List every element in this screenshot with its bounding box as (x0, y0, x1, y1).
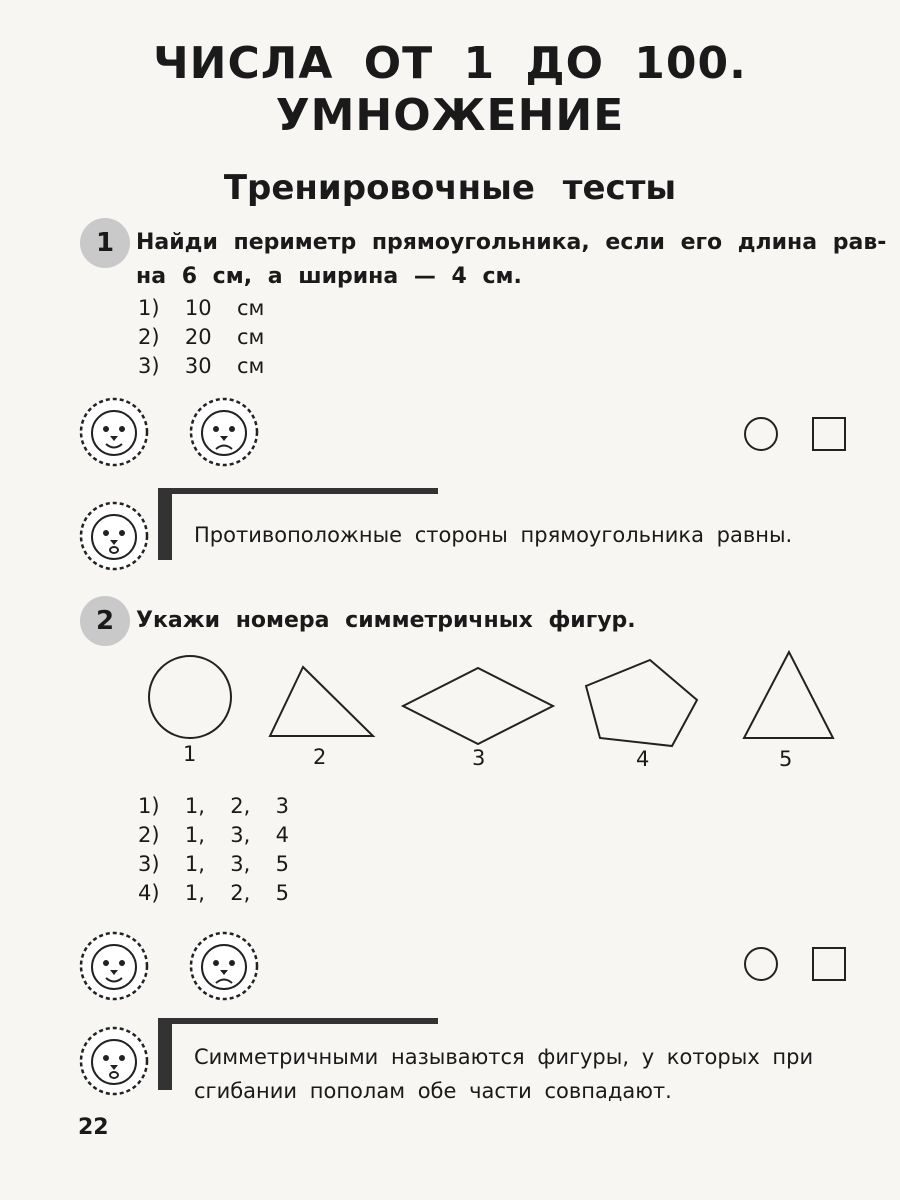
task-2-option-4[interactable]: 4) 1, 2, 5 (138, 881, 290, 905)
hint-frame-top (158, 488, 438, 494)
sad-lion-icon (188, 396, 260, 468)
task-2-number: 2 (80, 596, 130, 646)
task-2-hint-line-1: Симметричными называются фигуры, у которых при (194, 1045, 814, 1069)
task-2-hint (194, 1040, 813, 1108)
figure-2-triangle (270, 667, 373, 736)
figure-1-circle (149, 656, 231, 738)
figure-3-rhombus (403, 668, 553, 744)
task-1-option-3[interactable]: 3) 30 см (138, 354, 265, 378)
task-1-options (138, 294, 264, 381)
happy-lion-icon (78, 396, 150, 468)
task-1-question-line-2: на 6 см, а ширина — 4 см. (136, 264, 522, 289)
page-title (0, 38, 900, 142)
hint-frame-left (158, 488, 172, 560)
task-1-option-1[interactable]: 1) 10 см (138, 296, 265, 320)
answer-circle[interactable] (744, 947, 778, 981)
task-1-option-2[interactable]: 2) 20 см (138, 325, 265, 349)
figure-label-1: 1 (183, 742, 197, 766)
task-2-option-2[interactable]: 2) 1, 3, 4 (138, 823, 290, 847)
task-2-option-3[interactable]: 3) 1, 3, 5 (138, 852, 290, 876)
figure-label-4: 4 (636, 747, 650, 771)
task-1-hint: Противоположные стороны прямоугольника равны. (194, 523, 793, 547)
task-2-options (138, 792, 289, 908)
page-number: 22 (78, 1115, 109, 1140)
figure-4-pentagon (586, 660, 697, 746)
answer-circle[interactable] (744, 417, 778, 451)
figure-5-triangle (744, 652, 833, 738)
figure-label-2: 2 (313, 745, 327, 769)
title-line-2: УМНОЖЕНИЕ (275, 90, 625, 141)
hint-lion-icon (78, 1025, 150, 1097)
answer-square[interactable] (812, 417, 846, 451)
hint-frame-top (158, 1018, 438, 1024)
happy-lion-icon (78, 930, 150, 1002)
sad-lion-icon (188, 930, 260, 1002)
task-2-option-1[interactable]: 1) 1, 2, 3 (138, 794, 290, 818)
figure-label-5: 5 (779, 747, 793, 771)
task-1-number: 1 (80, 218, 130, 268)
title-line-1: ЧИСЛА ОТ 1 ДО 100. (153, 38, 747, 89)
task-1-question (136, 226, 886, 294)
task-2-question: Укажи номера симметричных фигур. (136, 608, 636, 633)
hint-lion-icon (78, 500, 150, 572)
figure-label-3: 3 (472, 746, 486, 770)
task-2-hint-line-2: сгибании пополам обе части совпадают. (194, 1079, 672, 1103)
section-subtitle: Тренировочные тесты (223, 168, 677, 208)
task-1-question-line-1: Найди периметр прямоугольника, если его длина рав- (136, 230, 887, 255)
hint-frame-left (158, 1018, 172, 1090)
answer-square[interactable] (812, 947, 846, 981)
